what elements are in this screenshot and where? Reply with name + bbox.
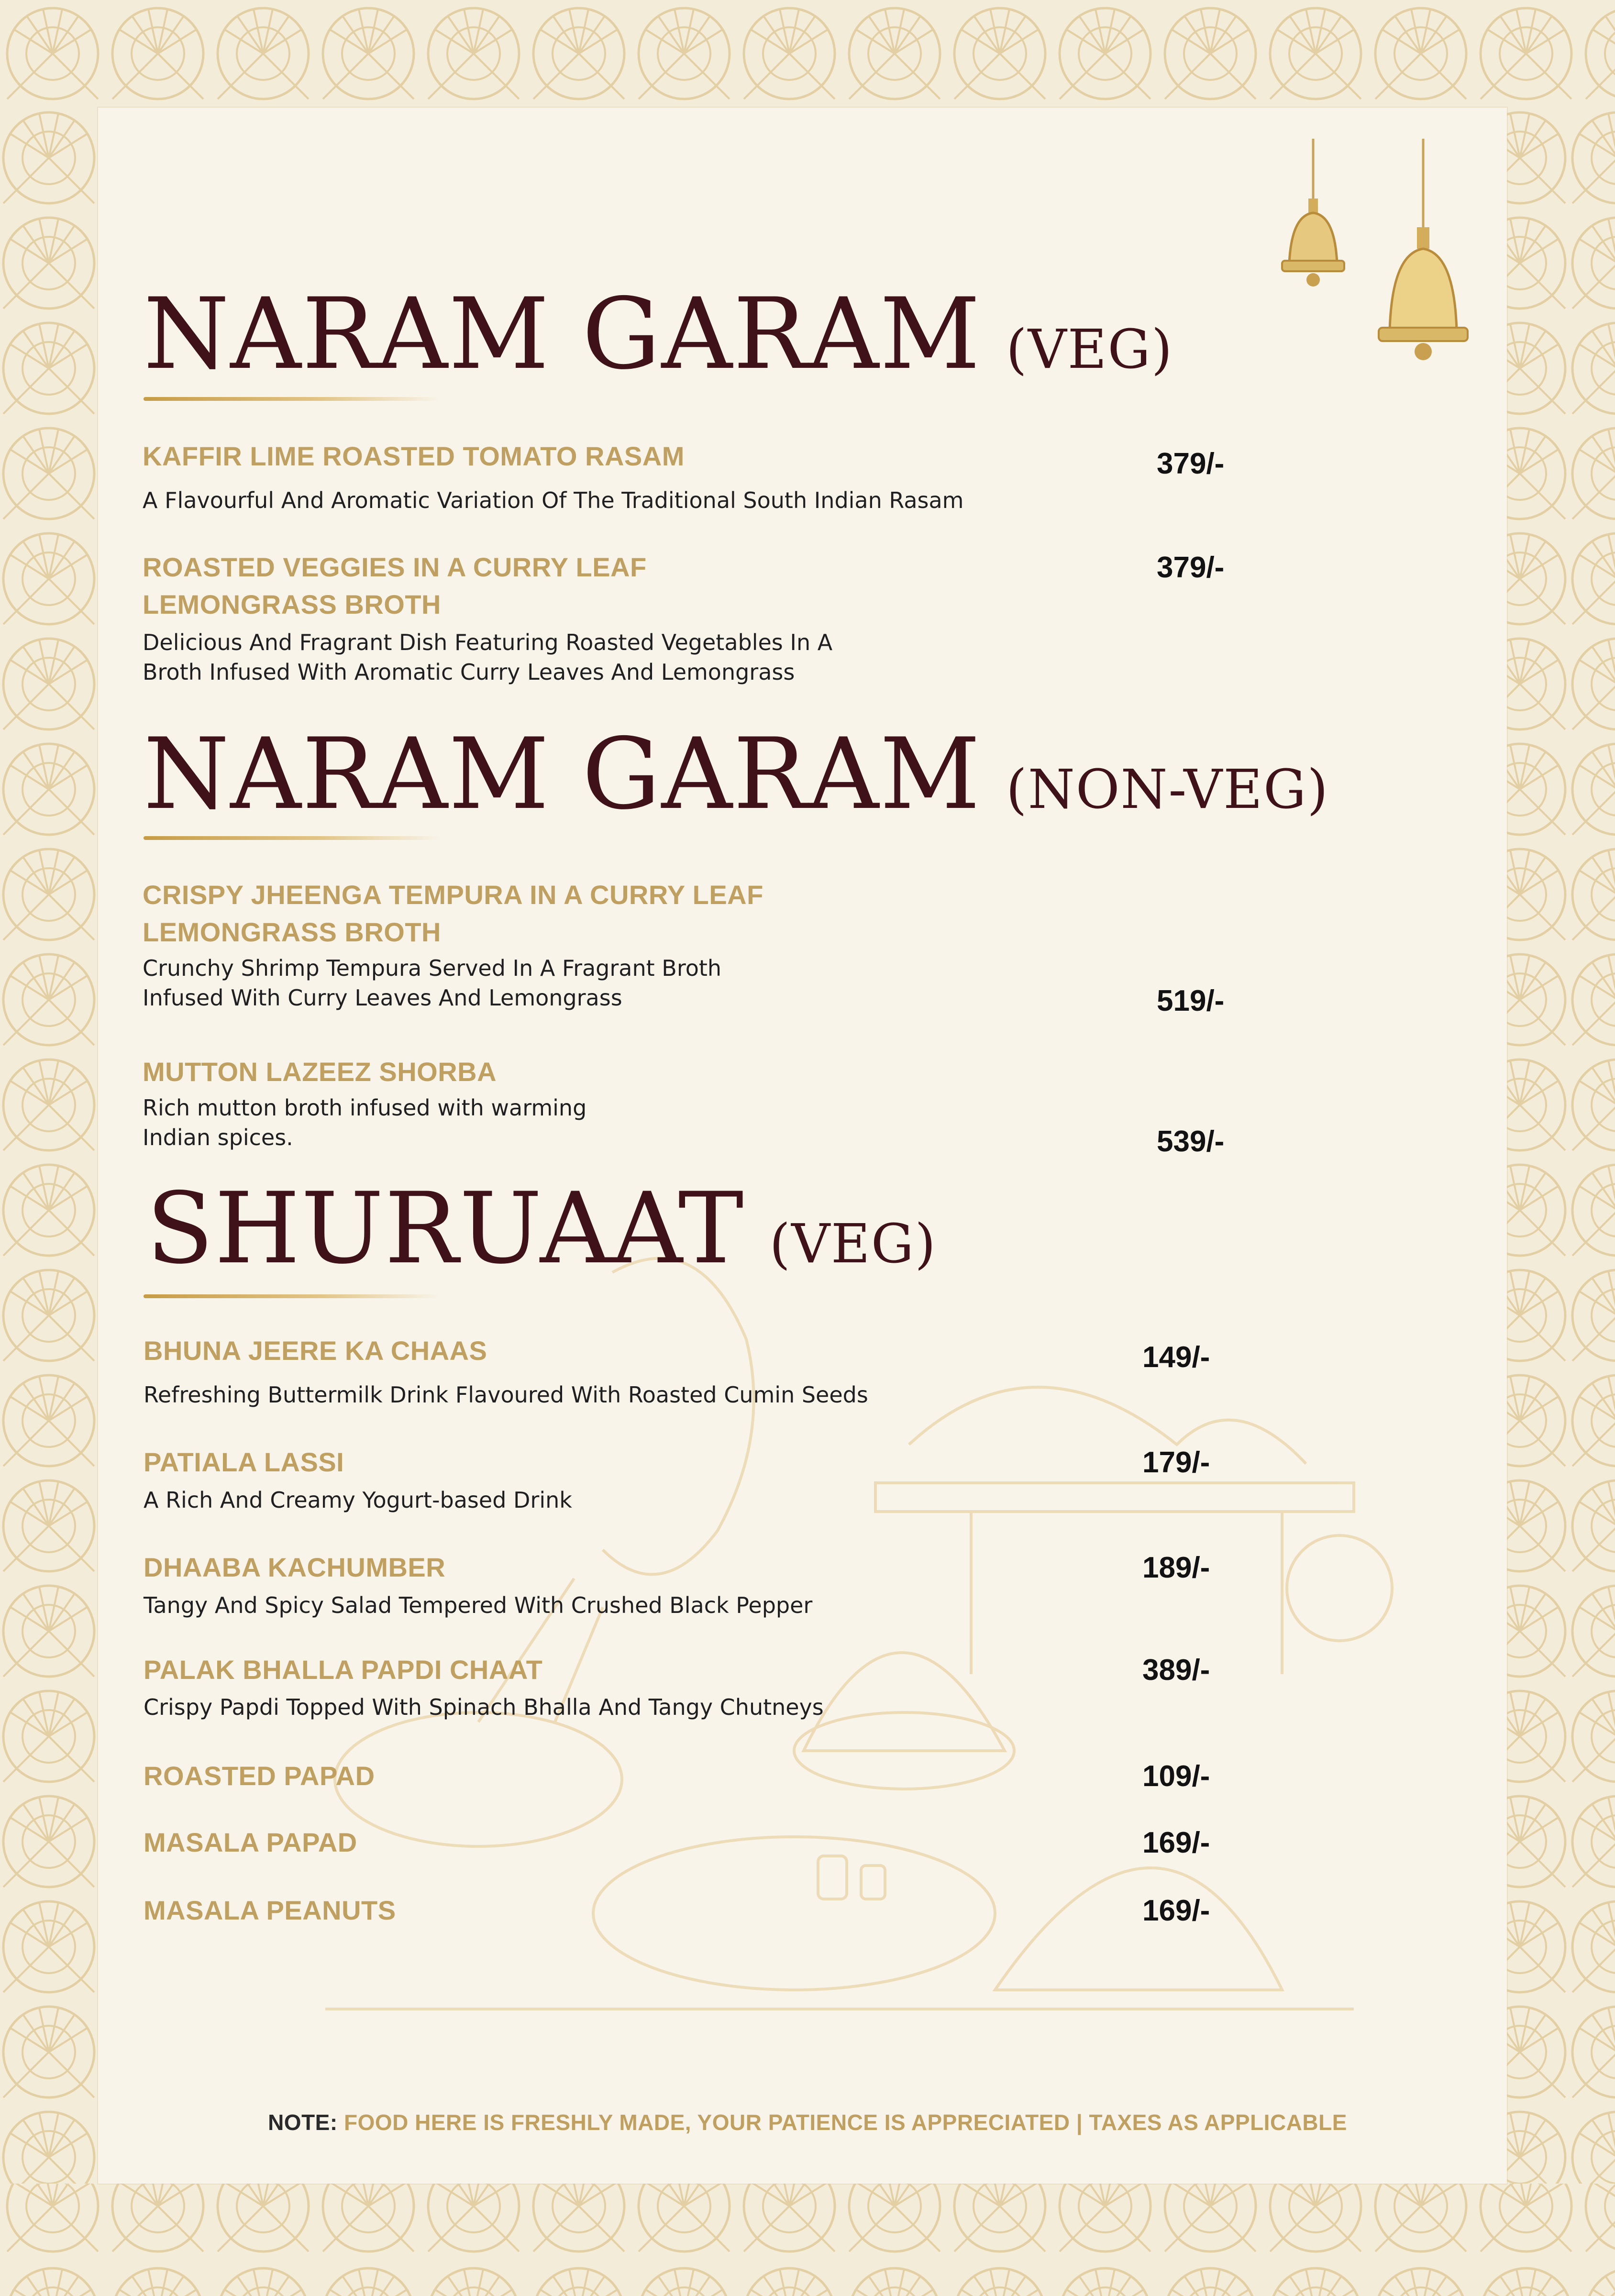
menu-item-description: A Flavourful And Aromatic Variation Of The Traditional South Indian Rasam — [143, 487, 964, 513]
menu-item-name: KAFFIR LIME ROASTED TOMATO RASAM — [143, 441, 685, 471]
section-subtitle-text: (VEG) — [1006, 319, 1173, 381]
title-underline — [144, 1294, 440, 1298]
menu-item-price: 189/- — [1142, 1551, 1210, 1584]
section-title-text: NARAM GARAM — [144, 718, 981, 831]
menu-item-name: ROASTED PAPAD — [144, 1761, 375, 1791]
title-underline — [144, 836, 440, 840]
menu-item-price: 149/- — [1142, 1341, 1210, 1374]
menu-item-price: 379/- — [1157, 551, 1225, 584]
title-underline — [144, 397, 440, 401]
menu-item-name: MASALA PAPAD — [144, 1827, 357, 1857]
menu-item-name: PALAK BHALLA PAPDI CHAAT — [144, 1655, 543, 1685]
menu-item-name: CRISPY JHEENGA TEMPURA IN A CURRY LEAF LEMONGRASS BROTH — [143, 880, 763, 947]
menu-item-price: 519/- — [1157, 984, 1225, 1017]
menu-item-description: Delicious And Fragrant Dish Featuring Roasted Vegetables In A Broth Infused With Aromatic Curry Leaves And Lemongrass — [143, 629, 833, 685]
menu-item-name: DHAABA KACHUMBER — [144, 1552, 446, 1582]
menu-item-price: 389/- — [1142, 1654, 1210, 1687]
menu-item-price: 169/- — [1142, 1894, 1210, 1927]
menu-item-name: PATIALA LASSI — [144, 1447, 344, 1477]
section-title-naram-garam-veg — [144, 277, 1173, 391]
note-text: FOOD HERE IS FRESHLY MADE, YOUR PATIENCE IS APPRECIATED | TAXES AS APPLICABLE — [343, 2110, 1347, 2135]
menu-item-name: ROASTED VEGGIES IN A CURRY LEAF LEMONGRASS BROTH — [143, 552, 647, 619]
menu-item-name: MUTTON LAZEEZ SHORBA — [143, 1057, 497, 1087]
section-title-text: SHURUAAT — [146, 1172, 745, 1286]
section-title-naram-garam-non-veg — [144, 718, 1329, 831]
menu-item-price: 539/- — [1157, 1125, 1225, 1158]
section-subtitle-text: (NON-VEG) — [1006, 759, 1329, 821]
section-title-text: NARAM GARAM — [144, 277, 981, 391]
menu-item-price: 169/- — [1142, 1826, 1210, 1859]
menu-item-description: Crispy Papdi Topped With Spinach Bhalla And Tangy Chutneys — [144, 1694, 824, 1720]
menu-item-price: 379/- — [1157, 447, 1225, 480]
menu-item-price: 179/- — [1142, 1446, 1210, 1479]
menu-item-description: Refreshing Buttermilk Drink Flavoured With Roasted Cumin Seeds — [144, 1382, 868, 1408]
menu-item-name: MASALA PEANUTS — [144, 1895, 396, 1925]
menu-item-description: Rich mutton broth infused with warming Indian spices. — [143, 1095, 587, 1150]
menu-item-description: Tangy And Spicy Salad Tempered With Crushed Black Pepper — [144, 1592, 813, 1618]
note-label: NOTE: — [268, 2110, 338, 2135]
menu-item-description: Crunchy Shrimp Tempura Served In A Fragrant Broth Infused With Curry Leaves And Lemongrass — [143, 955, 722, 1011]
hanging-bells-icon — [1253, 139, 1493, 407]
section-subtitle-text: (VEG) — [769, 1213, 937, 1275]
menu-item-description: A Rich And Creamy Yogurt-based Drink — [144, 1487, 572, 1513]
menu-item-price: 109/- — [1142, 1760, 1210, 1793]
menu-item-name: BHUNA JEERE KA CHAAS — [144, 1336, 487, 1366]
footer-note — [0, 2109, 1615, 2135]
section-title-shuruaat-veg — [146, 1172, 937, 1286]
